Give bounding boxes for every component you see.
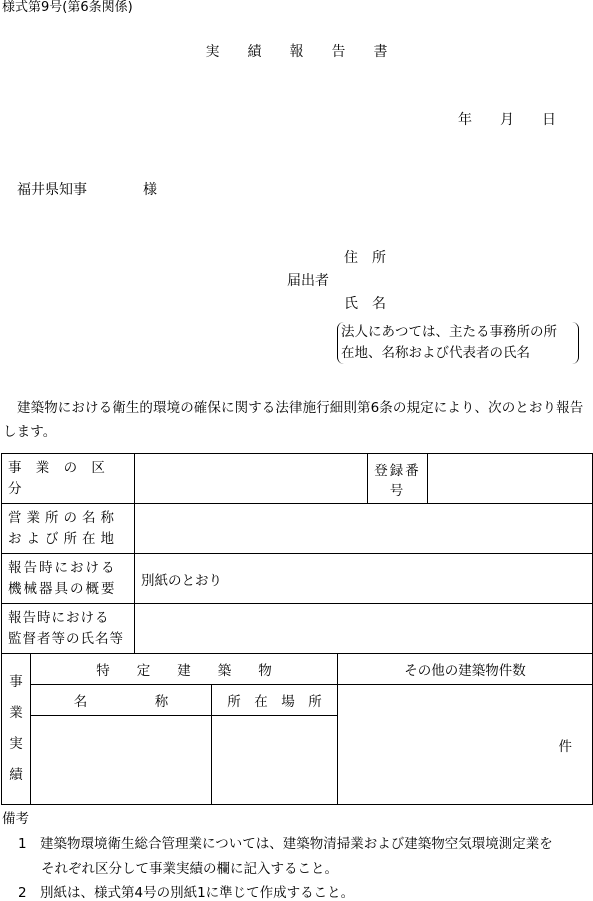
office-field[interactable] [135, 504, 593, 554]
report-table [1, 453, 593, 805]
remark-2-text: 別紙は、様式第4号の別紙1に準じて作成すること。 [40, 885, 355, 901]
row-equipment [2, 554, 593, 604]
business-results-label [2, 654, 31, 805]
remark-1-line2: それぞれ区分して事業実績の欄に記入すること。 [41, 861, 338, 877]
corporation-note-line2: 在地、名称および代表者の氏名 [341, 345, 530, 361]
supervisor-label [2, 604, 135, 654]
business-category-field[interactable] [135, 454, 368, 504]
corporation-note [337, 322, 579, 364]
document-title: 実 績 報 告 書 [205, 44, 388, 60]
date-line: 年 月 日 [458, 112, 556, 128]
equipment-field[interactable]: 別紙のとおり [135, 554, 593, 604]
specific-buildings-header: 特 定 建 築 物 [31, 654, 338, 685]
building-location-field[interactable] [212, 716, 338, 805]
results-char: 績 [9, 767, 23, 783]
building-name-field[interactable] [31, 716, 212, 805]
results-char: 実 [9, 736, 23, 752]
equipment-label [2, 554, 135, 604]
remark-1-number: 1 [18, 836, 27, 852]
remark-2-number: 2 [18, 885, 27, 901]
remark-1-text: 建築物環境衛生総合管理業については、建築物清掃業および建築物空気環境測定業を [40, 836, 553, 852]
office-label [2, 504, 135, 554]
supervisor-label-line2: 監督者等の氏名等 [8, 630, 124, 647]
location-column-header: 所 在 場 所 [212, 685, 338, 716]
row-results-header [2, 654, 593, 685]
address-label: 住 所 [344, 250, 386, 266]
intro-paragraph: 建築物における衛生的環境の確保に関する法律施行細則第6条の規定により、次のとおり報告します。 [3, 400, 584, 440]
remarks-title: 備考 [2, 811, 29, 827]
results-char: 事 [9, 674, 23, 690]
addressee: 福井県知事 様 [17, 182, 157, 198]
corporation-note-line1: 法人にあつては、主たる事務所の所 [341, 324, 557, 340]
supervisor-field[interactable] [135, 604, 593, 654]
row-business-category [2, 454, 593, 504]
row-supervisor [2, 604, 593, 654]
form-number: 様式第9号(第6条関係) [2, 0, 133, 15]
business-category-label: 事 業 の 区 分 [2, 454, 135, 504]
remark-1-line1 [18, 836, 553, 852]
equipment-label-line2: 機械器具の概要 [8, 580, 117, 597]
supervisor-label-line1: 報告時における [8, 609, 110, 626]
row-office [2, 504, 593, 554]
results-char: 業 [9, 705, 23, 721]
office-label-line2: および所在地 [8, 530, 119, 547]
other-buildings-header: その他の建築物件数 [338, 654, 593, 685]
row-column-headers [2, 685, 593, 716]
office-label-line1: 営業所の名称 [8, 509, 119, 526]
name-column-header: 名 称 [31, 685, 212, 716]
equipment-label-line1: 報告時における [8, 559, 117, 576]
other-buildings-count-field[interactable]: 件 [338, 685, 593, 805]
applicant-label: 届出者 [287, 273, 329, 289]
registration-number-field[interactable] [428, 454, 593, 504]
remark-2 [18, 885, 354, 901]
name-label: 氏 名 [344, 296, 386, 312]
registration-number-label: 登録番号 [368, 454, 428, 504]
